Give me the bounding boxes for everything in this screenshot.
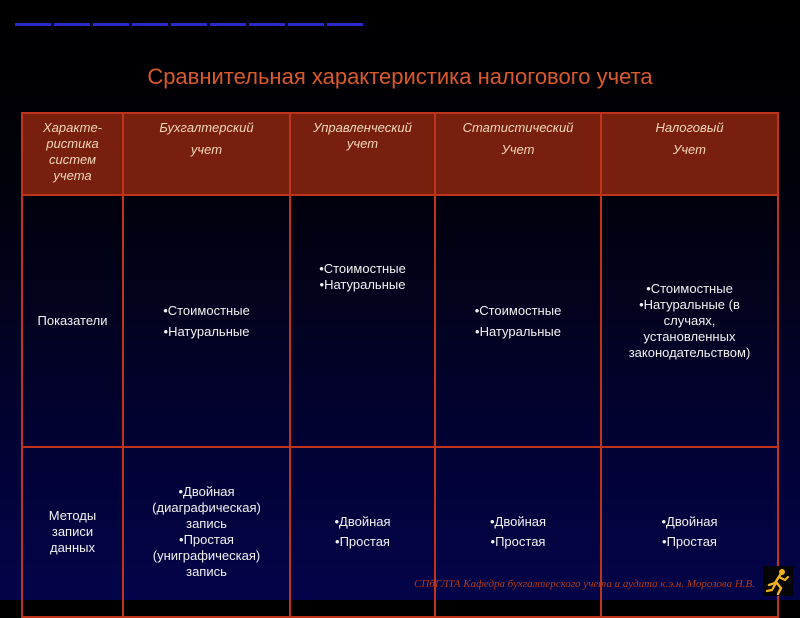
header-cell: Налоговый Учет [601, 113, 778, 195]
table-cell: •Двойная •Простая [601, 447, 778, 617]
table-header-row [22, 113, 778, 195]
table-cell: •Двойная •Простая [435, 447, 601, 617]
table-cell: •Стоимостные •Натуральные (в случаях, установленных законодательством) [601, 195, 778, 447]
header-cell: Статистический Учет [435, 113, 601, 195]
runner-figure-icon [763, 566, 793, 596]
table-row [22, 195, 778, 447]
table-cell: •Стоимостные •Натуральные [290, 195, 435, 447]
page-title: Сравнительная характеристика налогового учета [147, 64, 653, 89]
table-row [22, 447, 778, 617]
row-label: Показатели [22, 195, 123, 447]
table-cell: •Двойная •Простая [290, 447, 435, 617]
row-label: Методы записи данных [22, 447, 123, 617]
header-cell: Характе- ристика систем учета [22, 113, 123, 195]
header-cell: Управленческий учет [290, 113, 435, 195]
table-cell: •Двойная (диаграфическая) запись •Простая (униграфическая) запись [123, 447, 290, 617]
table-cell: •Стоимостные •Натуральные [123, 195, 290, 447]
top-rule [15, 23, 365, 26]
table-cell: •Стоимостные •Натуральные [435, 195, 601, 447]
comparison-table [21, 112, 779, 618]
footer-credit: СПбГЛТА Кафедра бухгалтерского учета и аудита к.э.н. Морозова Н.В. [414, 578, 755, 590]
header-cell: Бухгалтерский учет [123, 113, 290, 195]
